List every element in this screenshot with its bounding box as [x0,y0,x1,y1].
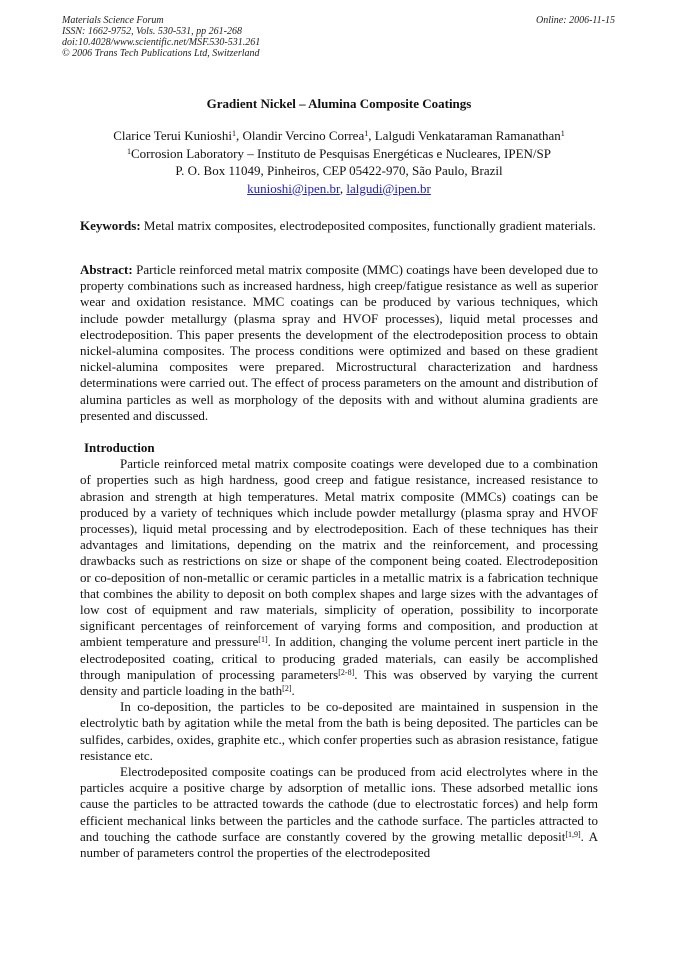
online-date: Online: 2006-11-15 [536,15,615,26]
citation: [1,9] [565,829,581,839]
introduction-section [80,440,598,861]
author-name: Clarice Terui Kunioshi [113,128,232,143]
keywords-text: Metal matrix composites, electrodeposited composites, functionally gradient materials. [140,218,596,233]
affiliation-line: $^1$Corrosion Laboratory – Instituto de Pesquisas Energéticas e Nucleares, IPEN/SP [126,145,551,161]
paragraph: In co-deposition, the particles to be co-deposited are maintained in suspension in the electrolytic bath by agitation while the metal from the bath is being deposited. The particles can be sulfides, carbides, oxides, graphite etc., which confer properties such as abrasion resistance, fatigue resistance etc. [80,699,598,763]
abstract [80,262,598,424]
author-line: Clarice Terui Kunioshi$^1$, Olandir Vercino Correa$^1$, Lalgudi Venkataraman Ramanathan$^1$ [113,128,565,143]
author-sup: 1 [231,129,236,138]
keywords-label: Keywords: [80,218,141,233]
citation: [2] [282,684,292,694]
journal-name: Materials Science Forum [62,15,164,26]
citation: [2-8] [338,667,355,677]
copyright-line: © 2006 Trans Tech Publications Ltd, Switzerland [62,48,260,59]
author-name: Olandir Vercino Correa [242,128,365,143]
email-link[interactable]: kunioshi@ipen.br [247,180,340,196]
section-heading: Introduction [84,440,155,455]
doi-line: doi:10.4028/www.scientific.net/MSF.530-531.261 [62,37,261,48]
author-sup: 1 [364,129,369,138]
author-name: Lalgudi Venkataraman Ramanathan [374,128,561,143]
issn-line: ISSN: 1662-9752, Vols. 530-531, pp 261-268 [62,26,242,37]
address-line: P. O. Box 11049, Pinheiros, CEP 05422-970, São Paulo, Brazil [175,163,503,178]
paragraph: Particle reinforced metal matrix composite coatings were developed due to a combination of properties such as high hardness, good creep and fatigue resistance, increased resistance to abrasion and strength at high temperatures. Metal matrix composite (MMCs) coatings can be produced by a variety of techniques which include powder metallurgy (plasma spray and HVOF processes), liquid metal processing and by electrodeposition. Each of these techniques has their advantages and limitations, depending on the matrix and the reinforcement, and processing drawbacks such as restrictions on size or shape of the component being coated. Electrodeposition or co-deposition of non-metallic or ceramic particles in a metallic matrix is a fabrication technique that combines the ability to deposit on both complex shapes and large sizes with the advantages of low cost of equipment and raw materials, simplicity of operation, possibility to incorporate significant percentages of reinforcement of varying forms and composition, and production at ambient temperature and pressure[1]. In addition, changing the volume percent inert particle in the electrodeposited coating, critical to producing graded materials, can easily be accomplished through manipulation of processing parameters[2-8]. This was observed by varying the current density and particle loading in the bath[2]. [80,456,598,699]
author-sup: 1 [560,129,565,138]
keywords [80,218,598,234]
citation: [1] [258,635,268,645]
paragraph: Electrodeposited composite coatings can be produced from acid electrolytes where in the particles acquire a positive charge by adsorption of metallic ions. These adsorbed metallic ions cause the particles to be attracted towards the cathode (due to electrostatic forces) and help form efficient mechanical links between the particles and the cathode surface. The particles attracted to and touching the cathode surface are constantly covered by the growing metallic deposit[1,9]. A number of parameters control the properties of the electrodeposited [80,764,599,861]
journal-header [62,15,260,59]
email-link[interactable]: lalgudi@ipen.br [346,180,431,196]
email-line: kunioshi@ipen.br, lalgudi@ipen.br [247,180,431,196]
abstract-label: Abstract: [80,262,133,277]
author-block [0,127,678,197]
paper-title: Gradient Nickel – Alumina Composite Coatings [206,96,472,111]
abstract-text: Particle reinforced metal matrix composite (MMC) coatings have been developed due to property combinations such as increased hardness, high creep/fatigue resistance as well as superior wear and oxidation resistance. MMC coatings can be produced by various techniques, which include powder metallurgy (plasma spray and HVOF processes), liquid metal processes and electrodeposition. This paper presents the development of the electrodeposition process to obtain nickel-alumina composites. The process conditions were optimized and based on these gradient nickel-alumina composites were prepared. Microstructural characterization and hardness determinations were carried out. The effect of process parameters on the amount and distribution of alumina particles as well as morphology of the deposits with and without alumina gradients are presented and discussed. [80,262,598,423]
